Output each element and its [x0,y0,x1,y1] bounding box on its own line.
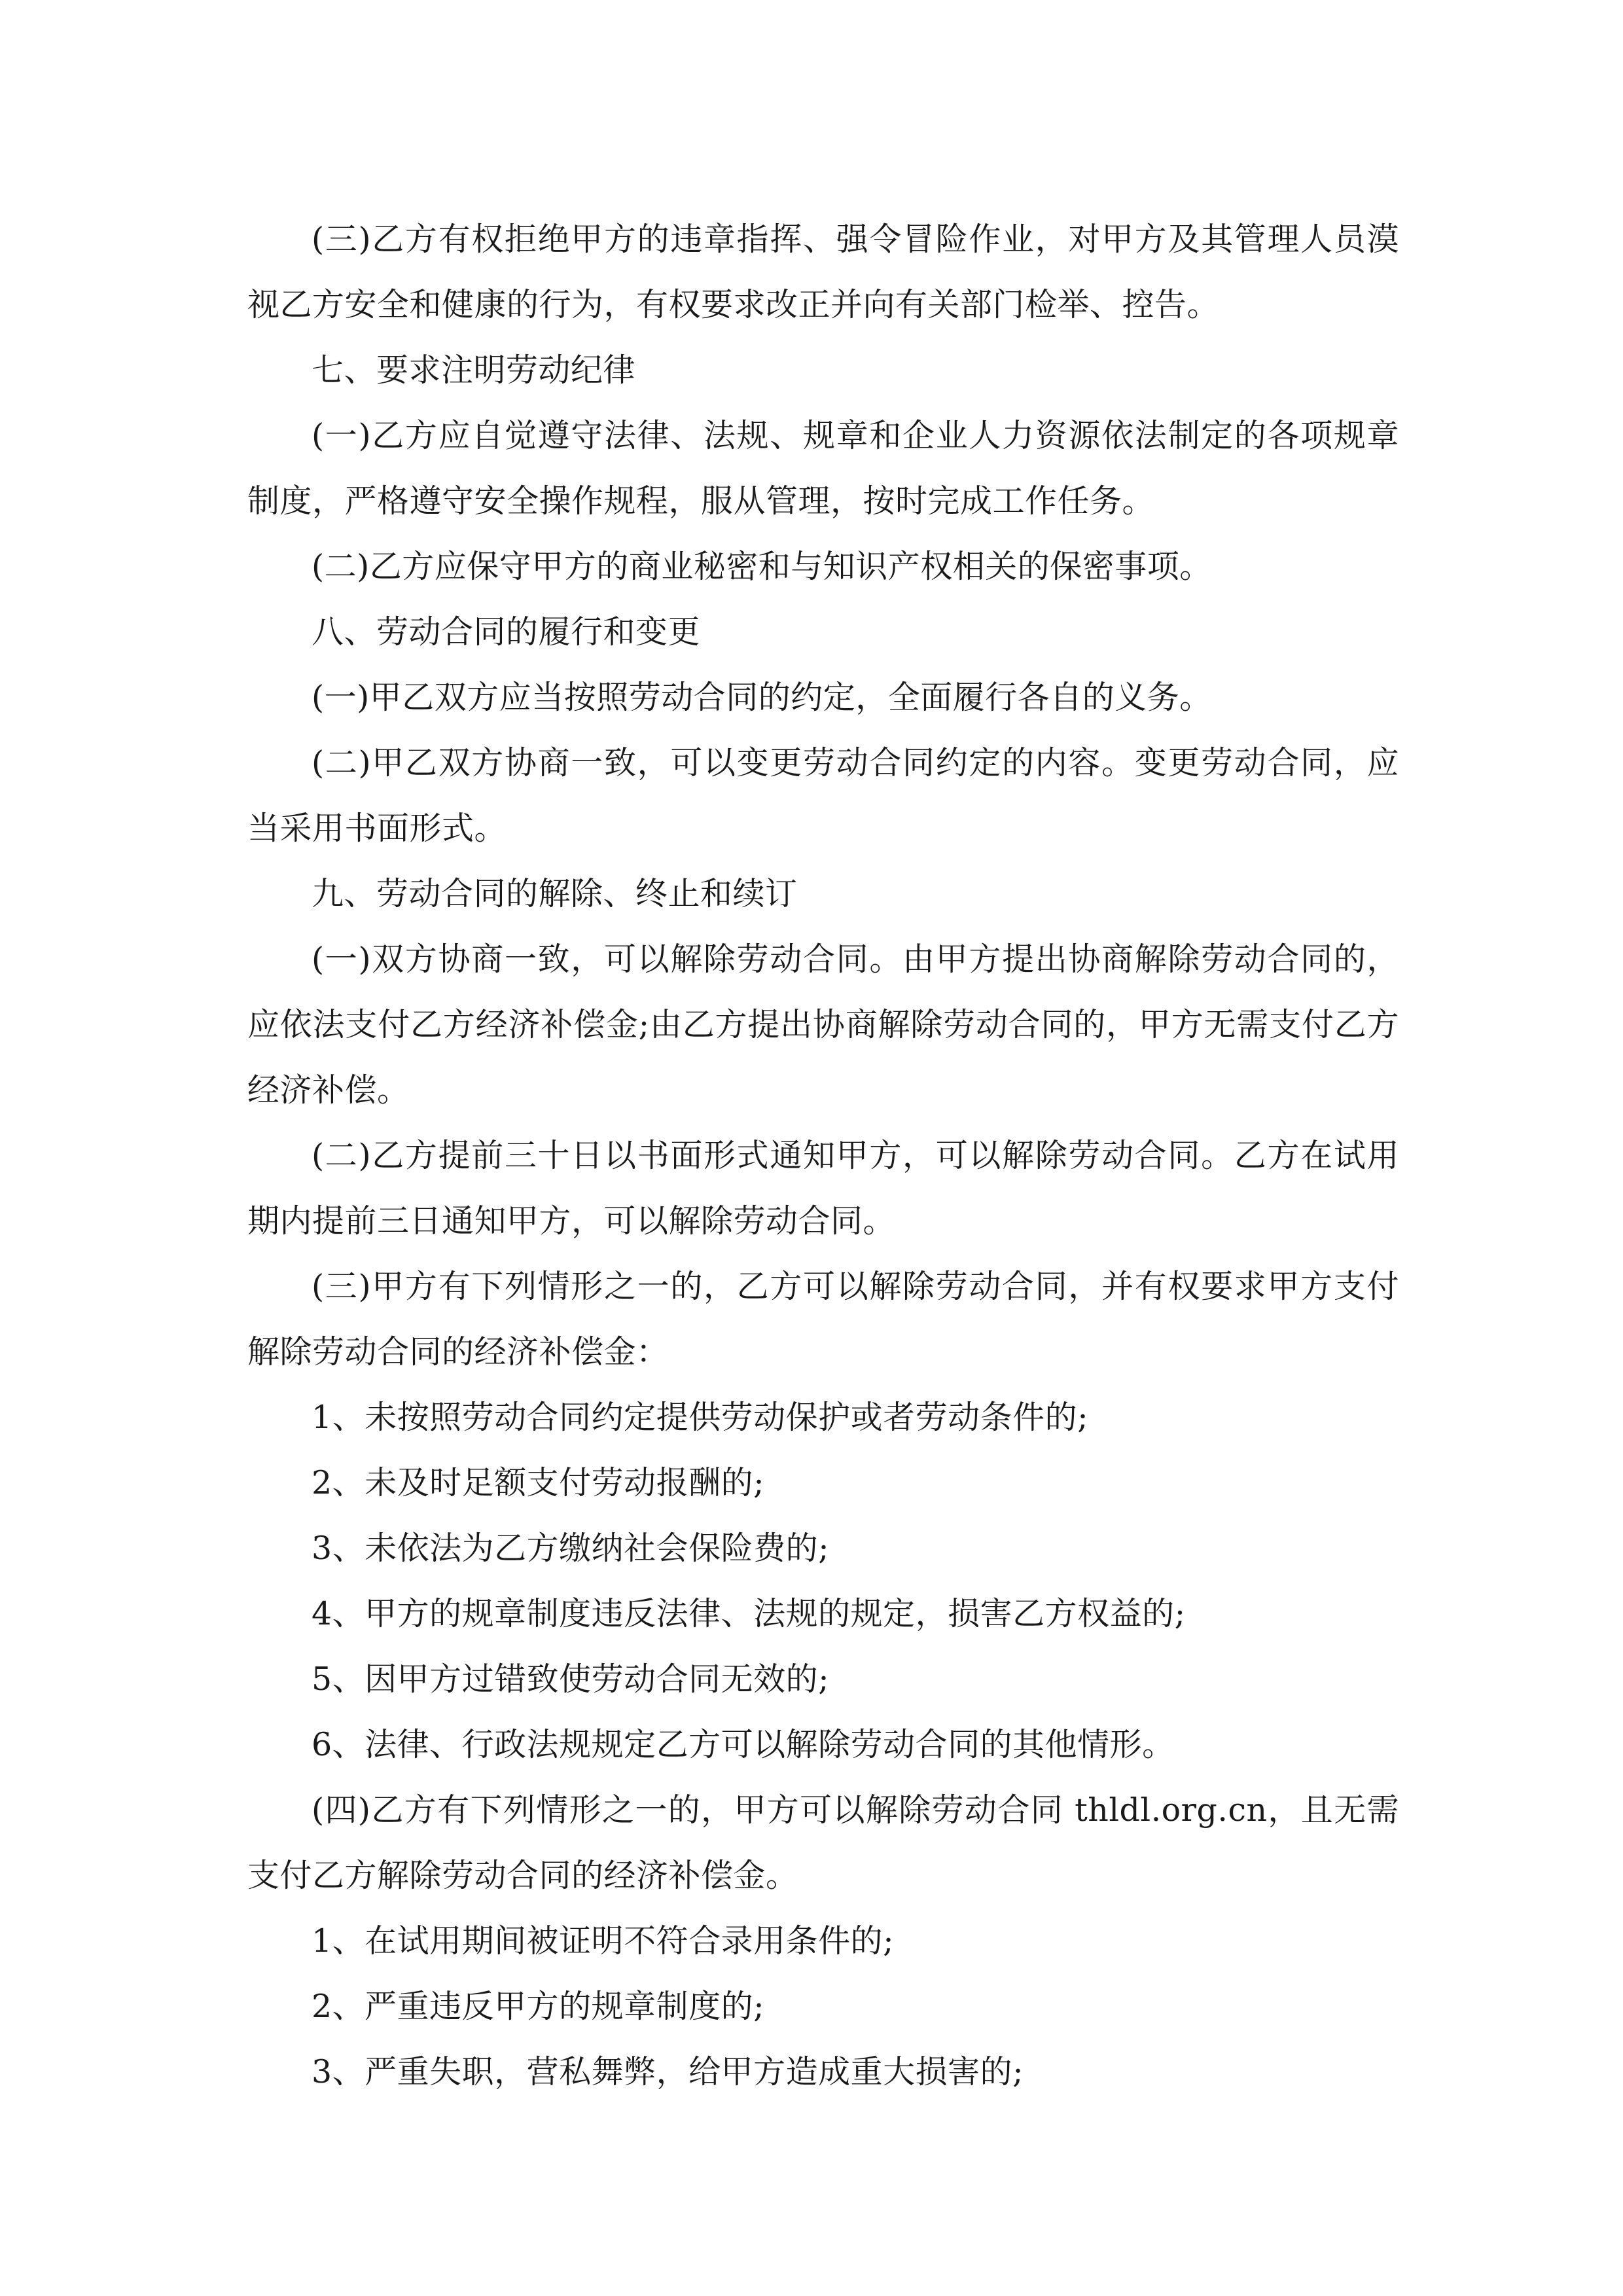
paragraph-termination-1: (一)双方协商一致，可以解除劳动合同。由甲方提出协商解除劳动合同的，应依法支付乙方经济补偿金;由乙方提出协商解除劳动合同的，甲方无需支付乙方经济补偿。 [247,941,1399,1109]
paragraph-termination-3: (三)甲方有下列情形之一的，乙方可以解除劳动合同，并有权要求甲方支付解除劳动合同的经济补偿金： [247,1268,1399,1371]
paragraph-discipline-2: (二)乙方应保守甲方的商业秘密和与知识产权相关的保密事项。 [312,548,1212,585]
section-heading-8: 八、劳动合同的履行和变更 [312,613,701,651]
list-item: 1、在试用期间被证明不符合录用条件的; [312,1922,895,1960]
list-item: 4、甲方的规章制度违反法律、法规的规定，损害乙方权益的; [312,1595,1186,1632]
section-heading-9: 九、劳动合同的解除、终止和续订 [312,875,798,912]
list-item: 6、法律、行政法规规定乙方可以解除劳动合同的其他情形。 [312,1726,1175,1763]
list-item: 2、严重违反甲方的规章制度的; [312,1988,765,2025]
paragraph-termination-4: (四)乙方有下列情形之一的，甲方可以解除劳动合同 thldl.org.cn，且无需支付乙方解除劳动合同的经济补偿金。 [247,1791,1399,1894]
paragraph-clause-3-right-to-refuse: (三)乙方有权拒绝甲方的违章指挥、强令冒险作业，对甲方及其管理人员漠视乙方安全和健康的行为，有权要求改正并向有关部门检举、控告。 [247,221,1399,323]
paragraph-termination-2: (二)乙方提前三十日以书面形式通知甲方，可以解除劳动合同。乙方在试用期内提前三日通知甲方，可以解除劳动合同。 [247,1137,1399,1240]
list-item: 2、未及时足额支付劳动报酬的; [312,1464,765,1501]
paragraph-performance-1: (一)甲乙双方应当按照劳动合同的约定，全面履行各自的义务。 [312,679,1212,716]
section-heading-7: 七、要求注明劳动纪律 [312,351,636,389]
paragraph-discipline-1: (一)乙方应自觉遵守法律、法规、规章和企业人力资源依法制定的各项规章制度，严格遵守安全操作规程，服从管理，按时完成工作任务。 [247,417,1399,520]
list-item: 3、未依法为乙方缴纳社会保险费的; [312,1530,830,1567]
list-item: 1、未按照劳动合同约定提供劳动保护或者劳动条件的; [312,1399,1089,1436]
list-item: 5、因甲方过错致使劳动合同无效的; [312,1660,830,1698]
list-item: 3、严重失职，营私舞弊，给甲方造成重大损害的; [312,2053,1024,2090]
document-body [247,207,1399,2105]
paragraph-performance-2: (二)甲乙双方协商一致，可以变更劳动合同约定的内容。变更劳动合同，应当采用书面形式。 [247,744,1399,847]
